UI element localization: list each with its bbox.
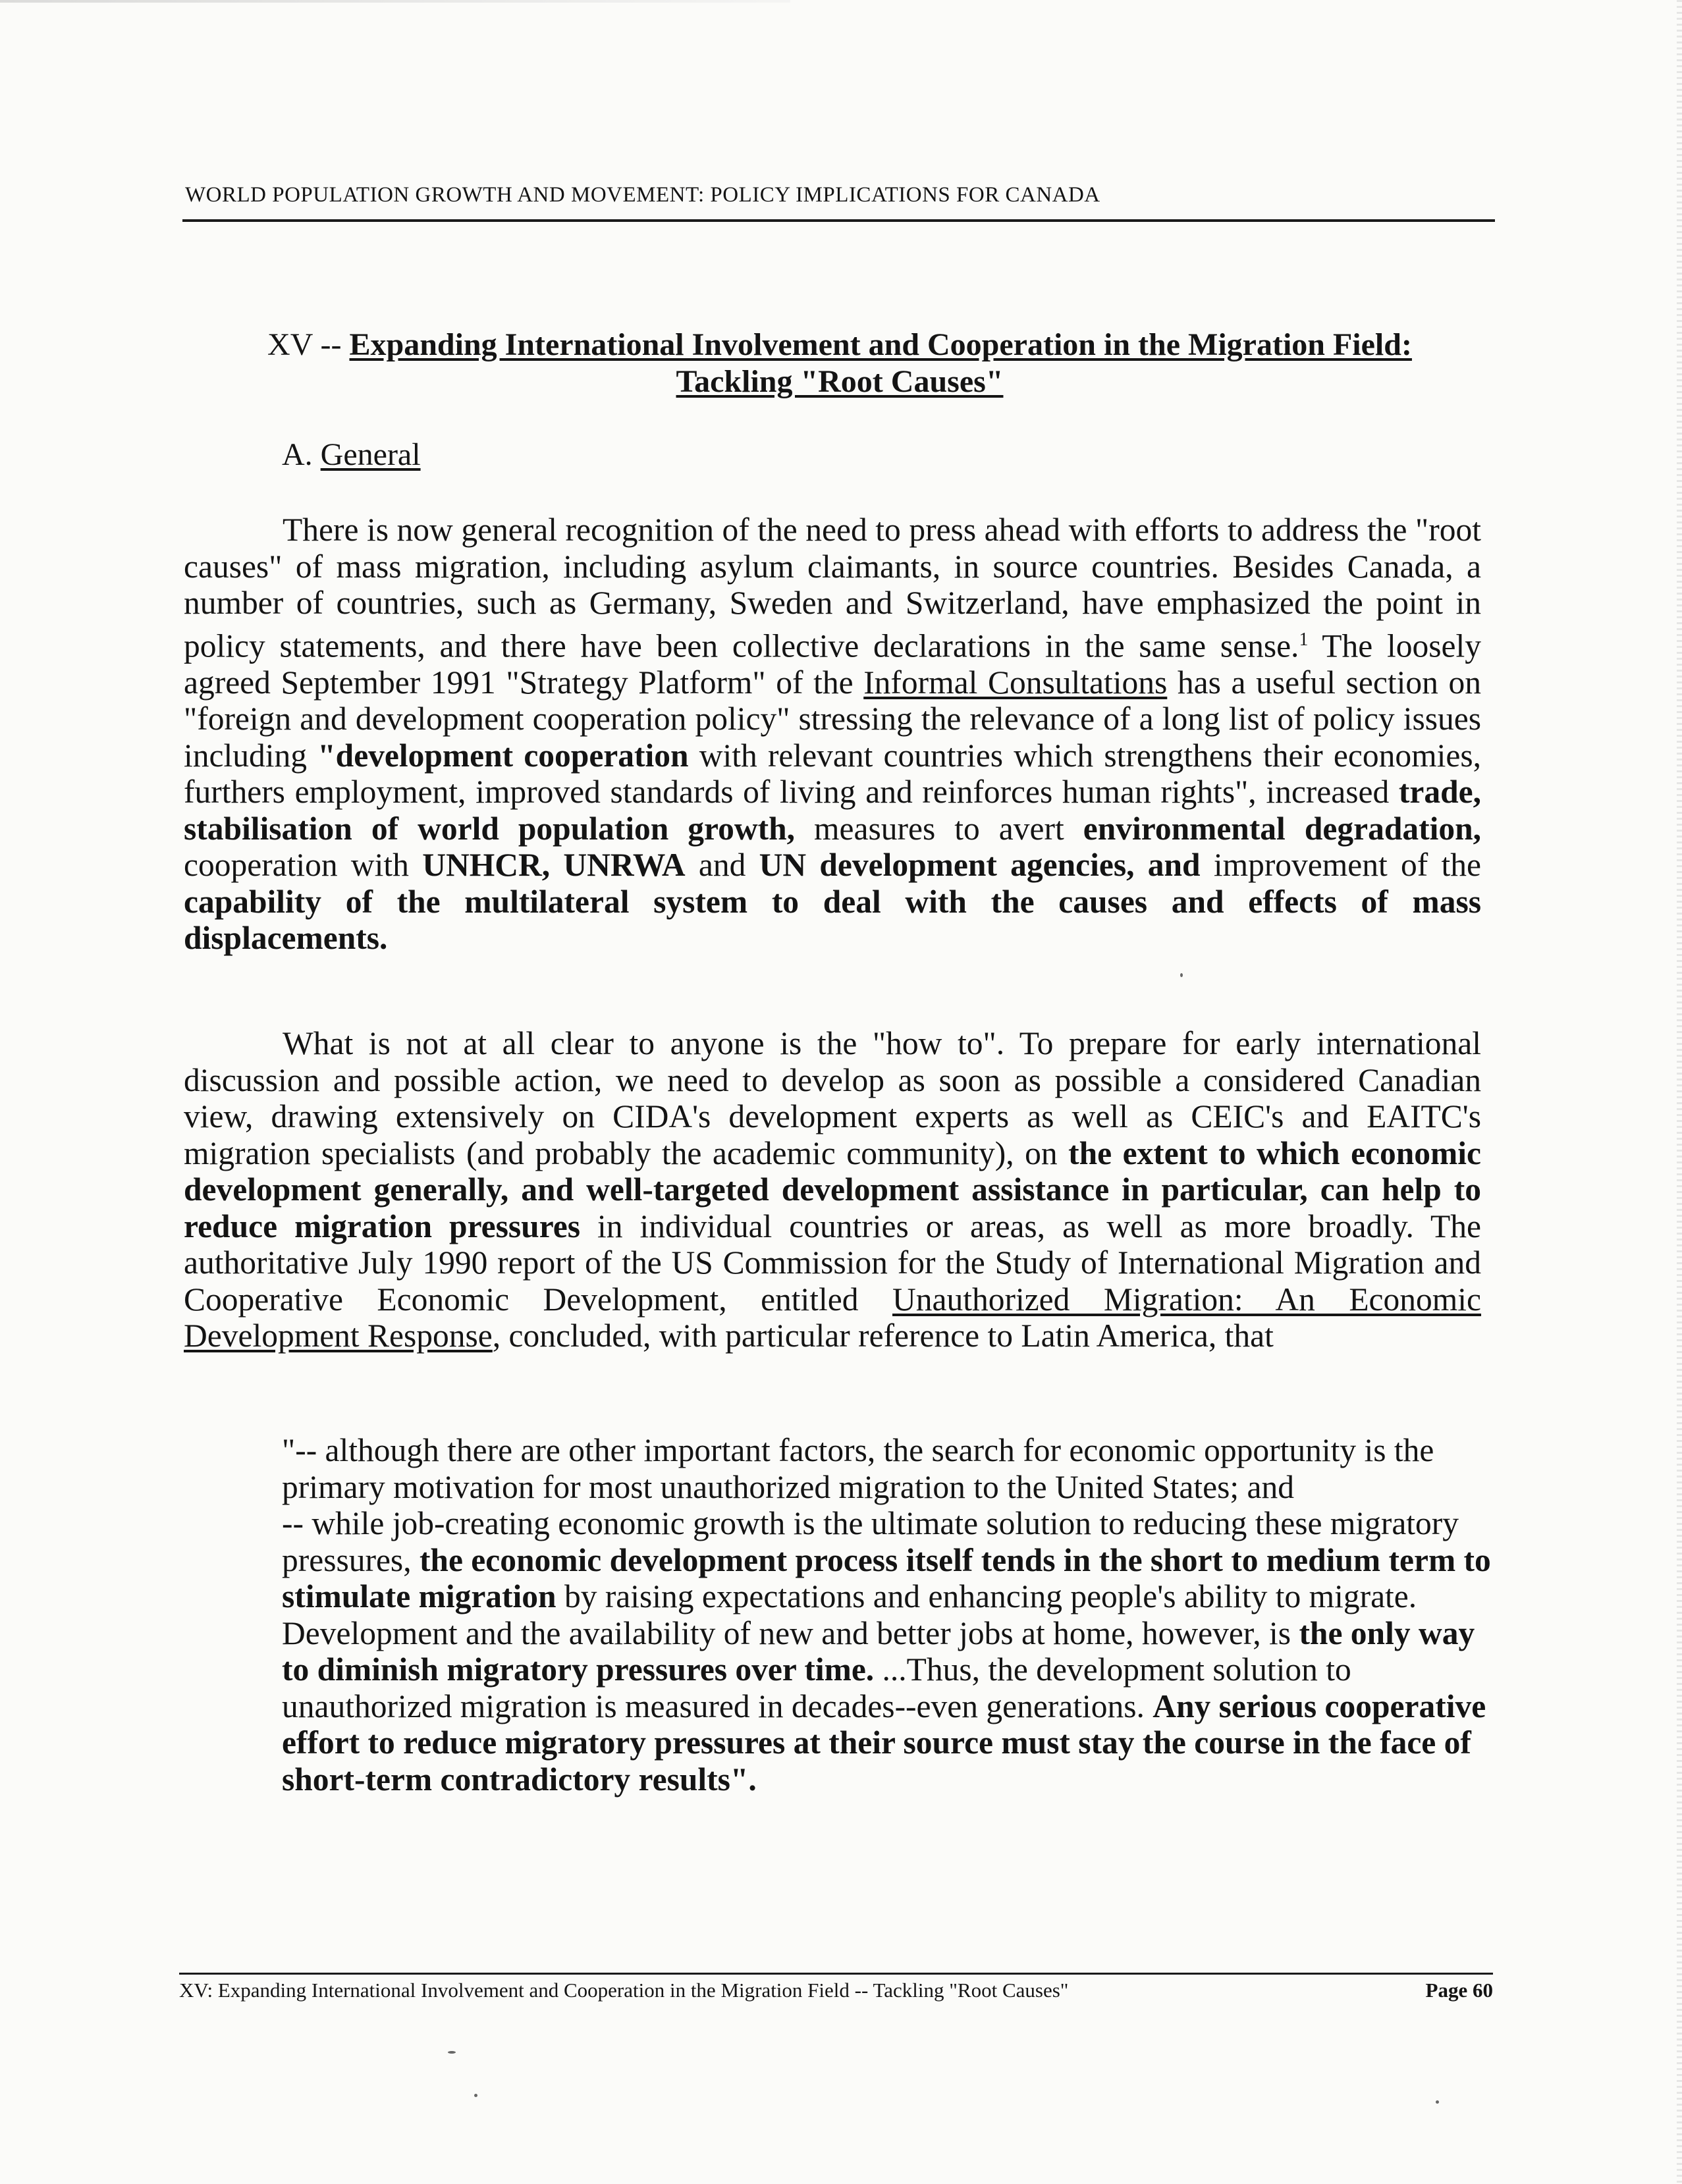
page-number: Page 60 (1425, 1979, 1493, 2002)
p1-bold-6: capability of the multilateral system to deal with the causes and effects of mass displacements. (184, 883, 1481, 956)
footer-rule (179, 1973, 1493, 1975)
scan-speck (1180, 973, 1183, 977)
p2-text-3: , concluded, with particular reference to Latin America, that (492, 1318, 1274, 1354)
quote-text-a: -- while job-creating economic growth is the ultimate solution to reducing these migratory pressures, (282, 1505, 1459, 1578)
quote-bold-f: Any serious cooperative effort to reduce migratory pressures at their source must stay the course in the face of short-term contradictory results". (282, 1688, 1486, 1798)
quote-bold-d: the only way to diminish migratory pressures over time. (282, 1614, 1475, 1688)
section-title-line2 (198, 363, 1482, 400)
p1-text-8: improvement of the (1200, 847, 1481, 883)
header-rule (182, 219, 1495, 222)
quote-paragraph-1: "-- although there are other important factors, the search for economic opportunity is the primary motivation for most unauthorized migration to the United States; and (282, 1432, 1434, 1505)
paragraph-2 (184, 1025, 1481, 1354)
scan-top-edge (0, 0, 790, 3)
p1-bold-3: environmental degradation, (1083, 810, 1481, 847)
scan-speck (474, 2094, 477, 2097)
p1-bold-1: "development cooperation (317, 737, 689, 774)
p1-bold-4: UNHCR, UNRWA (422, 847, 686, 883)
section-title-line1 (198, 327, 1482, 363)
p1-underlined-informal-consultations: Informal Consultations (863, 664, 1168, 701)
quote-paragraph-2 (282, 1505, 1494, 1798)
subsection-heading (282, 437, 421, 473)
section-title-text-1: Expanding International Involvement and Cooperation in the Migration Field: (349, 327, 1412, 362)
quote-bold-b: the economic development process itself tends in the short to medium term to stimulate migration (282, 1541, 1491, 1614)
scan-speck (448, 2051, 456, 2054)
footer-title: XV: Expanding International Involvement and Cooperation in the Migration Field -- Tackling "Root Causes" (179, 1979, 1069, 2002)
p1-text-4: with relevant countries which strengthens their economies, furthers employment, improved standards of living and reinforces human rights", increased (184, 737, 1481, 810)
p2-text-1: What is not at all clear to anyone is the "how to". To prepare for early international discussion and possible action, we need to develop as soon as possible a considered Canadian view, drawing extensively on CIDA's development experts as well as CEIC's and EAITC's migration specialists (and probably the academic community), on (184, 1025, 1481, 1171)
running-header: WORLD POPULATION GROWTH AND MOVEMENT: POLICY IMPLICATIONS FOR CANADA (185, 183, 1100, 207)
p2-bold-1: the extent to which economic development generally, and well-targeted development assistance in particular, can help to reduce migration pressures (184, 1134, 1481, 1244)
p1-text-5: measures to avert (795, 810, 1083, 847)
p2-text-2: in individual countries or areas, as well as more broadly. The authoritative July 1990 report of the US Commission for the Study of International Migration and Cooperative Economic Development, entitled (184, 1208, 1482, 1318)
p1-text-2: The loosely agreed September 1991 "Strategy Platform" of the (184, 627, 1481, 701)
p2-underlined-report-title: Unauthorized Migration: An Economic Development Response (184, 1281, 1482, 1354)
p1-bold-2: trade, stabilisation of world population growth, (184, 774, 1481, 847)
paragraph-1 (184, 512, 1481, 957)
section-number: XV -- (267, 327, 350, 362)
p1-text-3: has a useful section on "foreign and development cooperation policy" stressing the relevance of a long list of policy issues including (184, 664, 1481, 774)
p1-text-1: There is now general recognition of the need to press ahead with efforts to address the "root causes" of mass migration, including asylum claimants, in source countries. Besides Canada, a number of countries, such as Germany, Sweden and Switzerland, have emphasized the point in policy statements, and there have been collective declarations in the same sense. (184, 512, 1481, 664)
subsection-title: General (320, 437, 421, 472)
scan-right-edge (1677, 0, 1682, 2184)
p1-bold-5: UN development agencies, and (759, 847, 1201, 883)
quote-text-c: by raising expectations and enhancing people's ability to migrate. Development and the availability of new and better jobs at home, however, is (282, 1578, 1417, 1651)
p1-text-6: cooperation with (184, 847, 423, 883)
quote-text-e: ...Thus, the development solution to unauthorized migration is measured in decades--even generations. (282, 1651, 1351, 1724)
section-title-text-2: Tackling "Root Causes" (676, 364, 1004, 399)
p1-text-7: and (685, 847, 759, 883)
page-footer (179, 1979, 1493, 2002)
subsection-prefix: A. (282, 437, 321, 472)
scan-speck (1436, 2100, 1439, 2104)
footnote-marker: 1 (1299, 629, 1309, 650)
section-title (198, 327, 1482, 400)
block-quote (282, 1432, 1494, 1798)
